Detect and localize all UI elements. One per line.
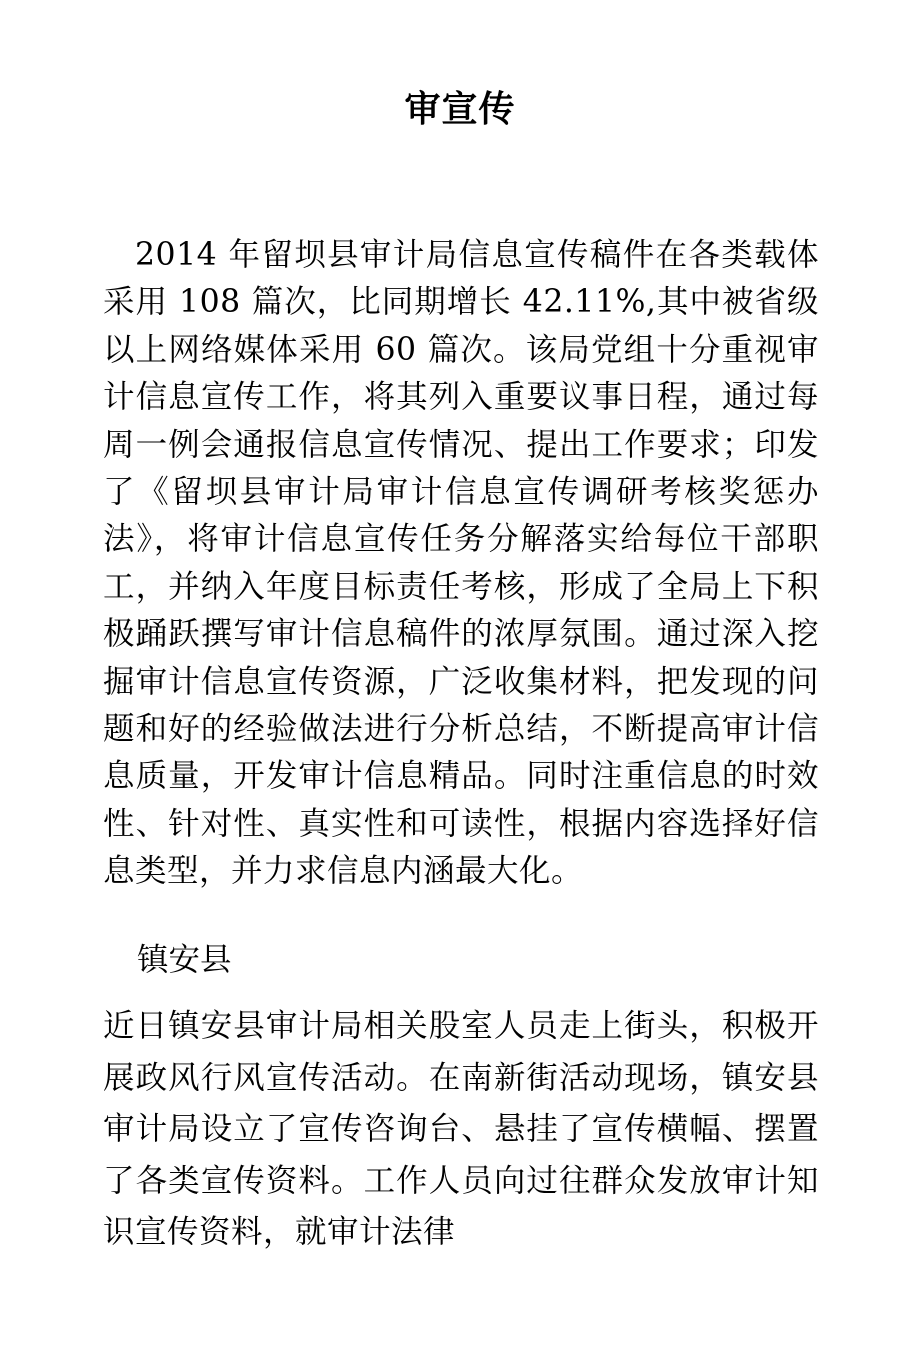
body-paragraph: 近日镇安县审计局相关股室人员走上街头，积极开展政风行风宣传活动。在南新街活动现场，镇安县审计局设立了宣传咨询台、悬挂了宣传横幅、摆置了各类宣传资料。工作人员向过往群众发放审计知识宣传资料，就审计法律 (103, 1008, 819, 1250)
body-paragraph: 2014 年留坝县审计局信息宣传稿件在各类载体采用 108 篇次，比同期增长 42.11%,其中被省级以上网络媒体采用 60 篇次。该局党组十分重视审计信息宣传工作，将其列入重要议事日程，通过每周一例会通报信息宣传情况、提出工作要求；印发了《留坝县审计局审计信息宣传调研考核奖惩办法》，将审计信息宣传任务分解落实给每位干部职工，并纳入年度目标责任考核，形成了全局上下积极踊跃撰写审计信息稿件的浓厚氛围。通过深入挖掘审计信息宣传资源，广泛收集材料，把发现的问题和好的经验做法进行分析总结，不断提高审计信息质量，开发审计信息精品。同时注重信息的时效性、针对性、真实性和可读性，根据内容选择好信息类型，并力求信息内涵最大化。 (103, 237, 819, 890)
section-heading: 镇安县 (137, 942, 232, 978)
document-title: 审宣传 (404, 89, 516, 130)
